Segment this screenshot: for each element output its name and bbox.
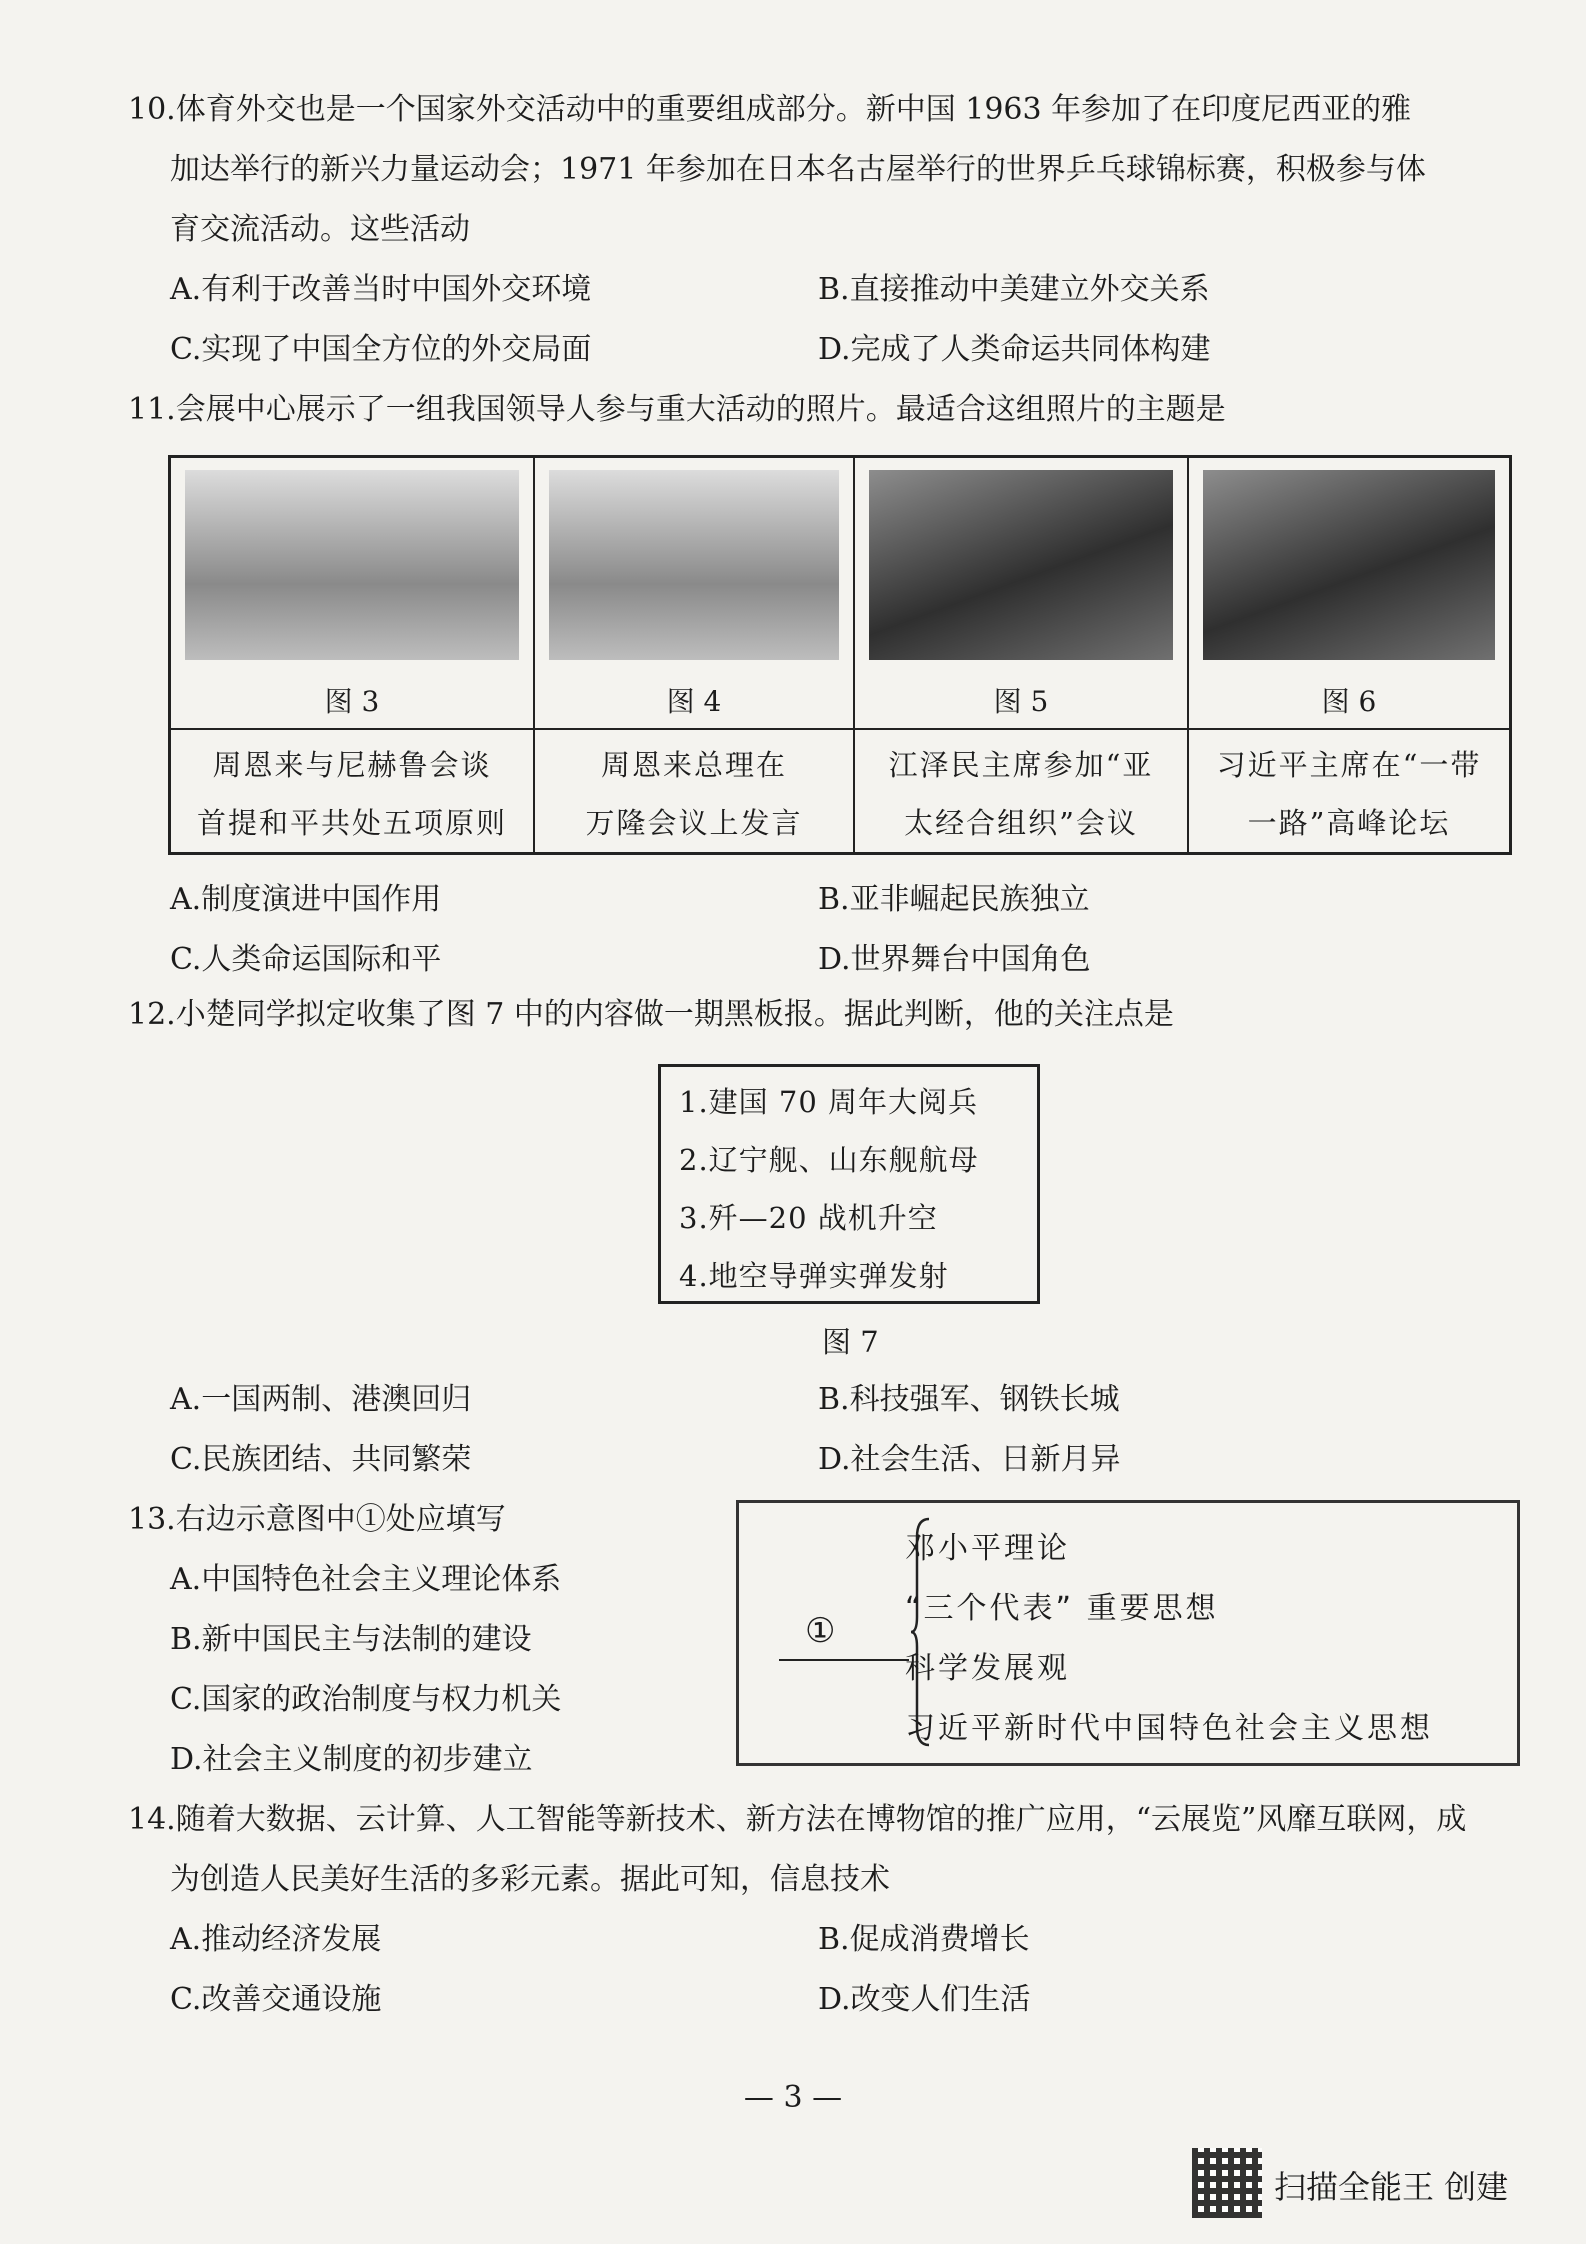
q10-stem-line: 加达举行的新兴力量运动会；1971 年参加在日本名古屋举行的世界乒乓球锦标赛，积极参与体 <box>170 152 1426 187</box>
q10-option-b[interactable]: B.直接推动中美建立外交关系 <box>818 272 1210 307</box>
figure-label: 图 5 <box>993 685 1049 718</box>
diagram-item: 科学发展观 <box>905 1651 1070 1686</box>
q12-options <box>128 1370 1548 1490</box>
q11-option-a[interactable]: A.制度演进中国作用 <box>170 882 442 917</box>
q10-stem-line: 10.体育外交也是一个国家外交活动中的重要组成部分。新中国 1963 年参加了在印度尼西亚的雅 <box>128 92 1412 127</box>
diagram-item: 邓小平理论 <box>905 1531 1070 1566</box>
blank-marker: ① <box>805 1611 836 1651</box>
q13-option-d[interactable]: D.社会主义制度的初步建立 <box>170 1742 533 1777</box>
q12-option-c[interactable]: C.民族团结、共同繁荣 <box>170 1442 472 1477</box>
q10-options <box>128 260 1548 380</box>
q13-option-c[interactable]: C.国家的政治制度与权力机关 <box>170 1682 562 1717</box>
photo-image <box>185 470 519 660</box>
q12-stem: 12.小楚同学拟定收集了图 7 中的内容做一期黑板报。据此判断，他的关注点是 <box>128 997 1174 1032</box>
q11-options-block <box>128 870 1548 990</box>
q11-options <box>128 870 1548 990</box>
photo-image <box>549 470 839 660</box>
q14-option-b[interactable]: B.促成消费增长 <box>818 1922 1030 1957</box>
figure-7-label: 图 7 <box>822 1325 879 1359</box>
caption-line: 江泽民主席参加“亚 <box>888 748 1154 782</box>
figure-7-box <box>658 1064 1040 1304</box>
q12-option-d[interactable]: D.社会生活、日新月异 <box>818 1442 1121 1477</box>
figure-7-item: 3.歼—20 战机升空 <box>679 1201 938 1235</box>
q10-option-a[interactable]: A.有利于改善当时中国外交环境 <box>170 272 592 307</box>
figure-label: 图 6 <box>1321 685 1377 718</box>
q10-stem-line: 育交流活动。这些活动 <box>170 212 470 247</box>
q14-option-a[interactable]: A.推动经济发展 <box>170 1922 382 1957</box>
caption-line: 太经合组织”会议 <box>904 806 1138 840</box>
q12-options-block <box>128 1370 1548 1490</box>
figure-7-item: 2.辽宁舰、山东舰航母 <box>679 1143 979 1177</box>
caption-line: 周恩来与尼赫鲁会谈 <box>212 748 492 782</box>
figure-6-column <box>1189 458 1509 852</box>
blank-line <box>779 1659 909 1661</box>
photo-table <box>168 455 1512 855</box>
q14-stem-line: 14.随着大数据、云计算、人工智能等新技术、新方法在博物馆的推广应用，“云展览”风靡互联网，成 <box>128 1802 1467 1837</box>
figure-4-column <box>535 458 855 852</box>
page-number: — 3 — <box>743 2080 843 2115</box>
diagram-item: “三个代表” 重要思想 <box>905 1591 1219 1626</box>
question-12 <box>128 985 1174 1045</box>
question-14 <box>128 1790 1548 2030</box>
figure-7-item: 4.地空导弹实弹发射 <box>679 1259 949 1293</box>
caption-line: 一路”高峰论坛 <box>1247 806 1451 840</box>
caption-cell <box>535 728 853 854</box>
question-13 <box>128 1490 561 1790</box>
diagram-item: 习近平新时代中国特色社会主义思想 <box>905 1711 1433 1746</box>
question-11 <box>128 380 1226 440</box>
caption-cell <box>171 728 533 854</box>
photo-image <box>1203 470 1495 660</box>
question-10 <box>128 80 1548 380</box>
figure-3-column <box>171 458 535 852</box>
caption-cell <box>1189 728 1509 854</box>
caption-cell <box>855 728 1187 854</box>
caption-line: 习近平主席在“一带 <box>1216 748 1482 782</box>
q13-diagram <box>736 1500 1520 1766</box>
q12-option-b[interactable]: B.科技强军、钢铁长城 <box>818 1382 1120 1417</box>
q14-stem-line: 为创造人民美好生活的多彩元素。据此可知，信息技术 <box>170 1862 890 1897</box>
q14-option-d[interactable]: D.改变人们生活 <box>818 1982 1031 2017</box>
q11-option-b[interactable]: B.亚非崛起民族独立 <box>818 882 1090 917</box>
q13-option-b[interactable]: B.新中国民主与法制的建设 <box>170 1622 532 1657</box>
figure-7-item: 1.建国 70 周年大阅兵 <box>679 1085 979 1119</box>
q14-options <box>128 1910 1548 2030</box>
q13-option-a[interactable]: A.中国特色社会主义理论体系 <box>170 1562 562 1597</box>
q11-stem: 11.会展中心展示了一组我国领导人参与重大活动的照片。最适合这组照片的主题是 <box>128 392 1226 427</box>
figure-label: 图 4 <box>666 685 722 718</box>
caption-line: 万隆会议上发言 <box>585 806 803 840</box>
q11-option-d[interactable]: D.世界舞台中国角色 <box>818 942 1091 977</box>
watermark-text: 扫描全能王 创建 <box>1274 2168 1509 2206</box>
figure-label: 图 3 <box>324 685 380 718</box>
q10-option-d[interactable]: D.完成了人类命运共同体构建 <box>818 332 1211 367</box>
photo-image <box>869 470 1173 660</box>
q11-option-c[interactable]: C.人类命运国际和平 <box>170 942 442 977</box>
q10-option-c[interactable]: C.实现了中国全方位的外交局面 <box>170 332 592 367</box>
figure-5-column <box>855 458 1189 852</box>
caption-line: 首提和平共处五项原则 <box>196 806 507 840</box>
q13-stem: 13.右边示意图中①处应填写 <box>128 1502 506 1537</box>
q12-option-a[interactable]: A.一国两制、港澳回归 <box>170 1382 472 1417</box>
qr-code-icon <box>1192 2148 1262 2218</box>
caption-line: 周恩来总理在 <box>600 748 787 782</box>
q14-option-c[interactable]: C.改善交通设施 <box>170 1982 382 2017</box>
